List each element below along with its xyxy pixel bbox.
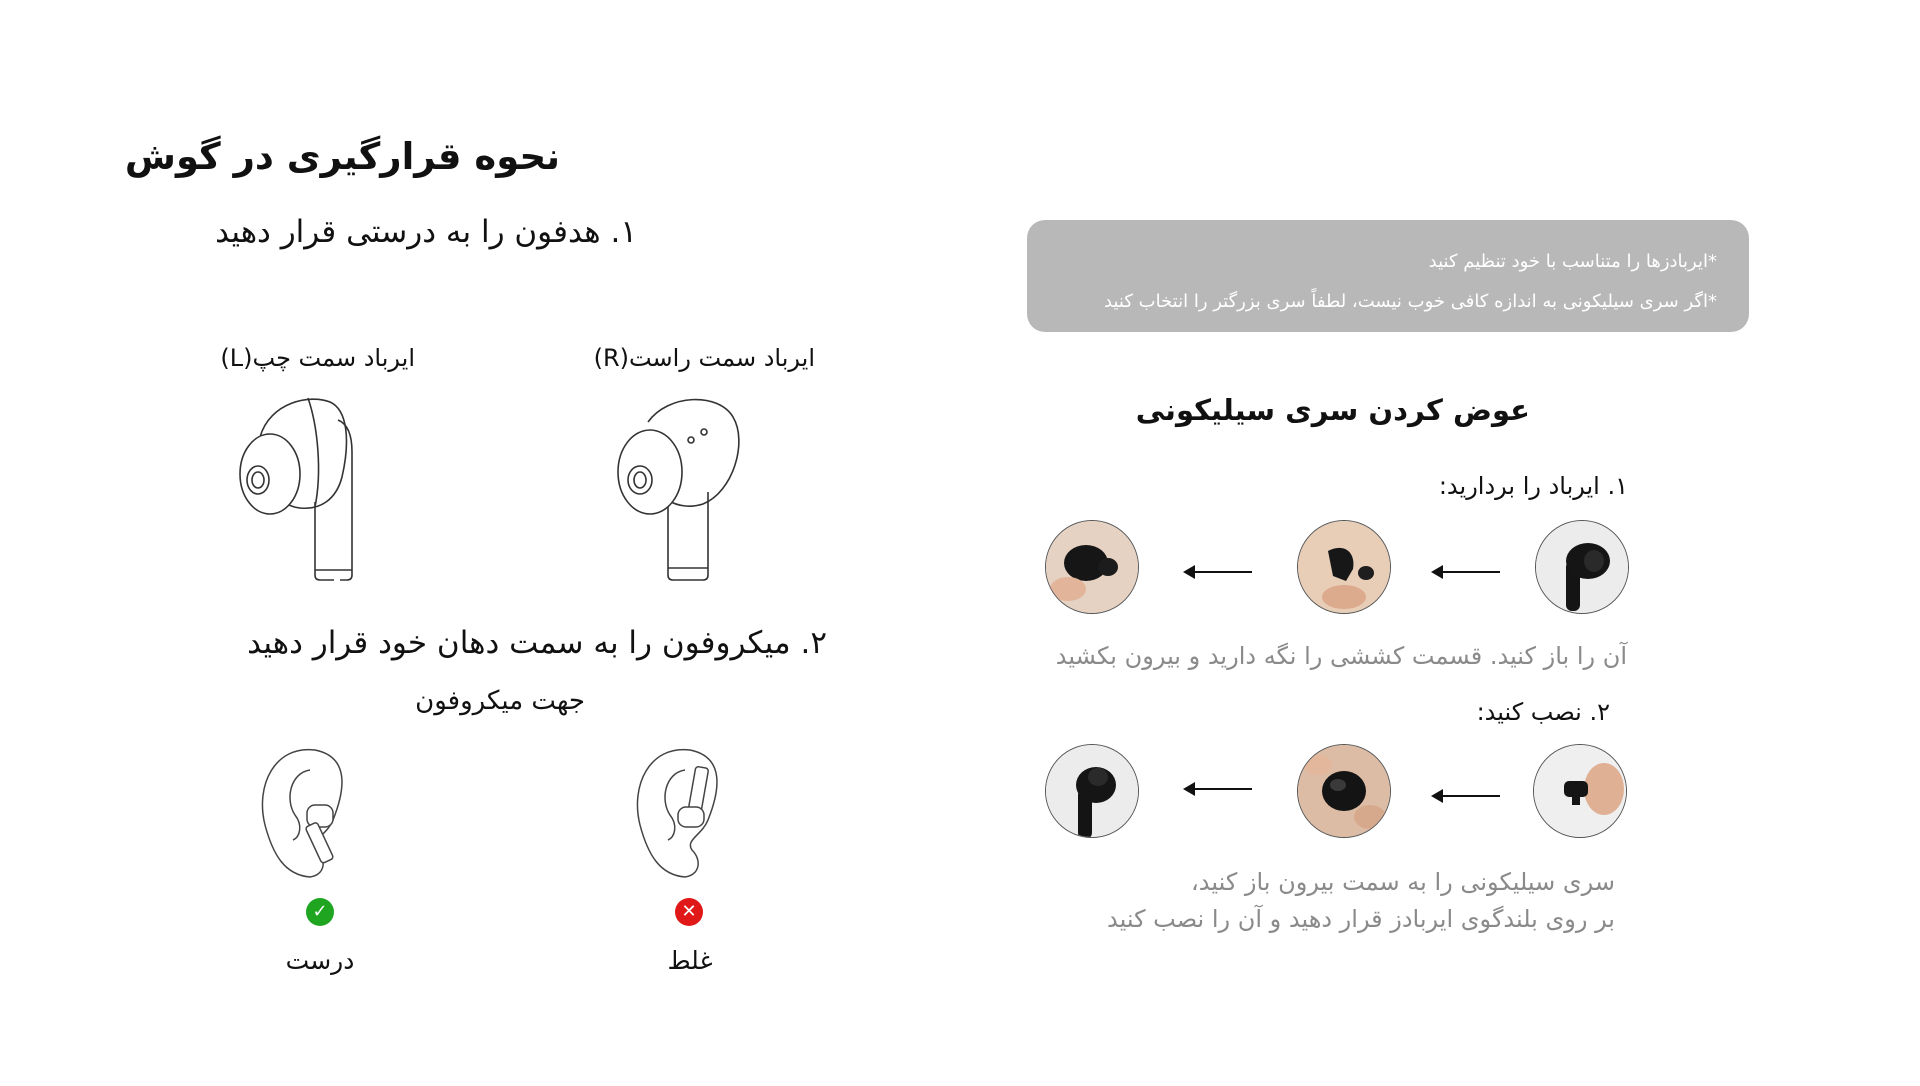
install-photo-3 [1045,744,1139,838]
install-step-description [1107,864,1615,938]
cross-icon: ✕ [675,898,703,926]
step-1-heading: ۱. هدفون را به درستی قرار دهید [215,214,637,250]
step-2-heading: ۲. میکروفون را به سمت دهان خود قرار دهید [247,625,827,661]
arrow-left-icon [1185,571,1252,573]
arrow-left-icon [1433,795,1500,797]
left-earbud-illustration [230,392,380,582]
remove-step-heading: ۱. ایرباد را بردارید: [1438,472,1628,500]
left-earbud-label: ایرباد سمت چپ(L) [220,344,415,372]
remove-step-description: آن را باز کنید. قسمت کششی را نگه دارید و بیرون بکشید [1055,642,1627,670]
wrong-ear-illustration [630,745,740,885]
install-desc-line-2: بر روی بلندگوی ایربادز قرار دهید و آن را نصب کنید [1107,905,1615,933]
install-photo-2 [1297,744,1391,838]
note-line: *اگر سری سیلیکونی به اندازه کافی خوب نیست، لطفاً سری بزرگتر را انتخاب کنید [1104,291,1717,312]
arrow-left-icon [1185,788,1252,790]
correct-label: درست [285,946,355,975]
install-desc-line-1: سری سیلیکونی را به سمت بیرون باز کنید، [1191,868,1615,896]
wrong-label: غلط [667,946,713,975]
notes-box [1027,220,1749,332]
arrow-left-icon [1433,571,1500,573]
remove-photo-3 [1045,520,1139,614]
install-step-heading: ۲. نصب کنید: [1476,698,1610,726]
correct-ear-illustration [255,745,365,885]
note-line: *ایربادزها را متناسب با خود تنظیم کنید [1428,251,1717,272]
install-photo-1 [1533,744,1627,838]
right-earbud-label: ایرباد سمت راست(R) [593,344,815,372]
remove-photo-1 [1535,520,1629,614]
right-earbud-illustration [608,392,758,582]
mic-direction-label: جهت میکروفون [415,686,585,716]
page-title: نحوه قرارگیری در گوش [124,135,560,178]
replace-tips-title: عوض کردن سری سیلیکونی [1135,393,1530,427]
check-icon: ✓ [306,898,334,926]
remove-photo-2 [1297,520,1391,614]
